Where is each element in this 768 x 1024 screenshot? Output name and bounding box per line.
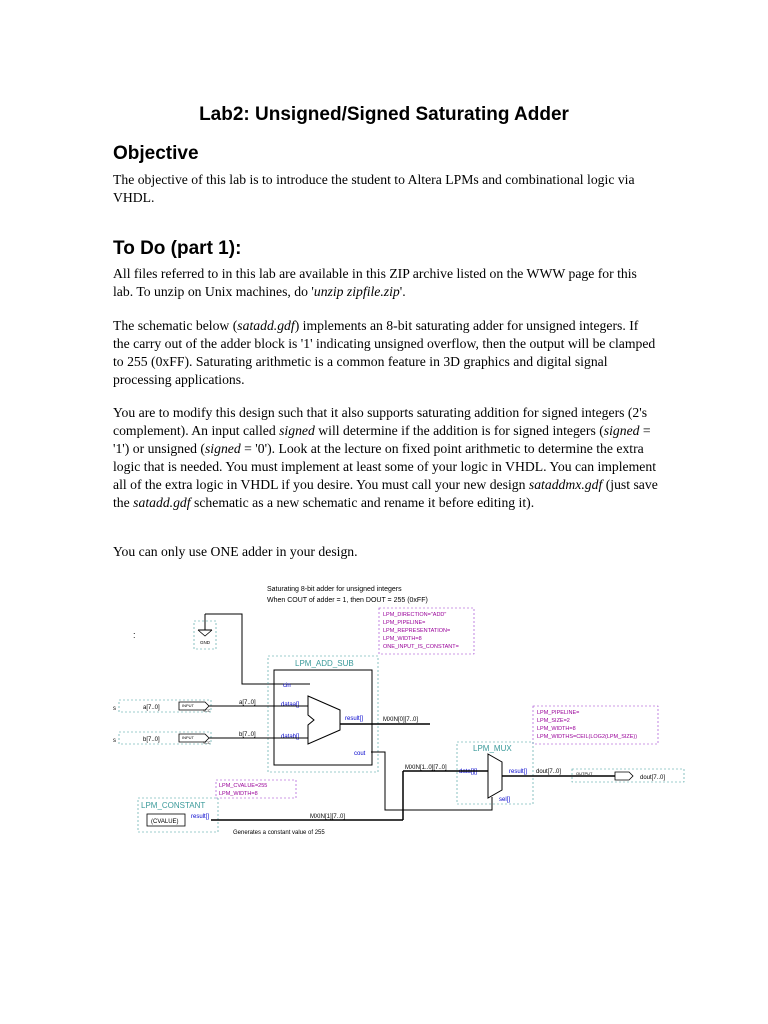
- mux-param: LPM_SIZE=2: [537, 718, 570, 724]
- stray-mark: :: [133, 630, 136, 640]
- signal-name: signed: [204, 441, 241, 456]
- port-result: result[]: [345, 716, 364, 722]
- text-run: You are to modify this design such that it also supports saturating addition for signed integers (2's complement). An input called: [113, 405, 648, 438]
- filename: sataddmx.gdf: [528, 477, 603, 492]
- input-a-label: a[7..0]: [143, 705, 160, 711]
- text-run: All files referred to in this lab are available in this ZIP archive listed on the WWW page for this lab. To unzip on Unix machines, do ': [113, 266, 637, 299]
- input-b-label: b[7..0]: [143, 737, 160, 743]
- add-sub-param: LPM_PIPELINE=: [383, 620, 426, 626]
- unzip-command: unzip zipfile.zip: [313, 284, 400, 299]
- schematic-caption-line2: When COUT of adder = 1, then DOUT = 255 (0xFF): [267, 597, 428, 604]
- text-run: ) implements an 8-bit saturating adder for unsigned integers. If the carry out of the adder block is '1' indicating unsigned overflow, then the output will be clamped to 255 (0xFF). Saturating arithmetic is a common feature in 3D graphics and digital signal processing applications.: [113, 318, 656, 387]
- input-b-vcc: VCC: [203, 741, 211, 745]
- todo-paragraph-files: [113, 265, 658, 301]
- filename: satadd.gdf: [237, 318, 295, 333]
- port-data: data[][]: [459, 769, 478, 775]
- input-a-tag: INPUT: [182, 703, 194, 708]
- input-a-vcc: VCC: [203, 709, 211, 713]
- port-sel: sel[]: [499, 797, 511, 803]
- text-run: schematic as a new schematic and rename it before editing it).: [190, 495, 535, 510]
- const-param: LPM_CVALUE=255: [219, 783, 268, 789]
- output-tag: OUTPUT: [576, 771, 593, 776]
- output-pin-icon: [615, 772, 633, 780]
- mux-param: LPM_PIPELINE=: [537, 710, 580, 716]
- port-cin: cin: [283, 683, 291, 689]
- port-cout: cout: [354, 751, 366, 757]
- input-a-pin-mark: s: [113, 706, 116, 712]
- mux-param: LPM_WIDTH=8: [537, 726, 576, 732]
- text-run: The schematic below (: [113, 318, 238, 333]
- net-dout: dout[7..0]: [536, 769, 562, 775]
- port-dataa: dataa[]: [281, 702, 300, 708]
- text-run: = '1') or unsigned (: [113, 423, 651, 456]
- text-run: (just save the: [113, 477, 658, 510]
- add-sub-param: LPM_WIDTH=8: [383, 636, 422, 642]
- port-datab: datab[]: [281, 734, 300, 740]
- todo-paragraph-one-adder: You can only use ONE adder in your design.: [113, 544, 358, 559]
- const-cvalue: (CVALUE): [151, 819, 179, 825]
- output-label: dout[7..0]: [640, 775, 666, 781]
- todo-paragraph-schematic: [113, 317, 658, 389]
- add-sub-param: LPM_REPRESENTATION=: [383, 628, 451, 634]
- signal-name: signed: [603, 423, 640, 438]
- filename: satadd.gdf: [133, 495, 191, 510]
- todo-heading: To Do (part 1):: [113, 238, 242, 259]
- cin-wire: [205, 614, 310, 684]
- gnd-tag: GND: [200, 640, 210, 645]
- mux-icon: [488, 754, 502, 798]
- mux-title: LPM_MUX: [473, 744, 512, 753]
- input-b-pin-mark: s: [113, 738, 116, 744]
- net-mxin1: MXIN[1..0][7..0]: [405, 765, 447, 771]
- port-result-mux: result[]: [509, 769, 528, 775]
- text-run: = '0'). Look at the lecture on fixed point arithmetic to determine the extra logic that is needed. You must implement at least some of your logic in VHDL. You can implement all of the extra logic in VHDL if you desire. You must call your new design: [113, 441, 656, 492]
- schematic-diagram: [105, 572, 690, 842]
- adder-icon: [308, 696, 340, 744]
- schematic-caption-line1: Saturating 8-bit adder for unsigned integers: [267, 586, 402, 593]
- net-mxin0: MXIN[0][7..0]: [383, 717, 419, 723]
- add-sub-param: LPM_DIRECTION="ADD": [383, 612, 447, 618]
- bus-b-label: b[7..0]: [239, 732, 256, 738]
- const-caption: Generates a constant value of 255: [233, 830, 325, 836]
- port-result-const: result[]: [191, 814, 210, 820]
- text-run: '.: [399, 284, 406, 299]
- wire-cout: [371, 752, 492, 810]
- page-title: Lab2: Unsigned/Signed Saturating Adder: [199, 104, 569, 125]
- const-param: LPM_WIDTH=8: [219, 791, 258, 797]
- todo-paragraph-signed: [113, 404, 658, 512]
- input-b-tag: INPUT: [182, 735, 194, 740]
- objective-text: The objective of this lab is to introduce the student to Altera LPMs and combinational logic via VHDL.: [113, 172, 635, 205]
- const-title: LPM_CONSTANT: [141, 801, 206, 810]
- bus-a-label: a[7..0]: [239, 700, 256, 706]
- signal-name: signed: [279, 423, 315, 438]
- gnd-icon: [198, 630, 212, 636]
- add-sub-title: LPM_ADD_SUB: [295, 659, 354, 668]
- text-run: will determine if the addition is for signed integers (: [314, 423, 604, 438]
- net-mxin1-b: MXIN[1][7..0]: [310, 814, 346, 820]
- add-sub-param: ONE_INPUT_IS_CONSTANT=: [383, 644, 459, 650]
- objective-heading: Objective: [113, 143, 199, 164]
- mux-param: LPM_WIDTHS=CEIL(LOG2(LPM_SIZE)): [537, 734, 638, 740]
